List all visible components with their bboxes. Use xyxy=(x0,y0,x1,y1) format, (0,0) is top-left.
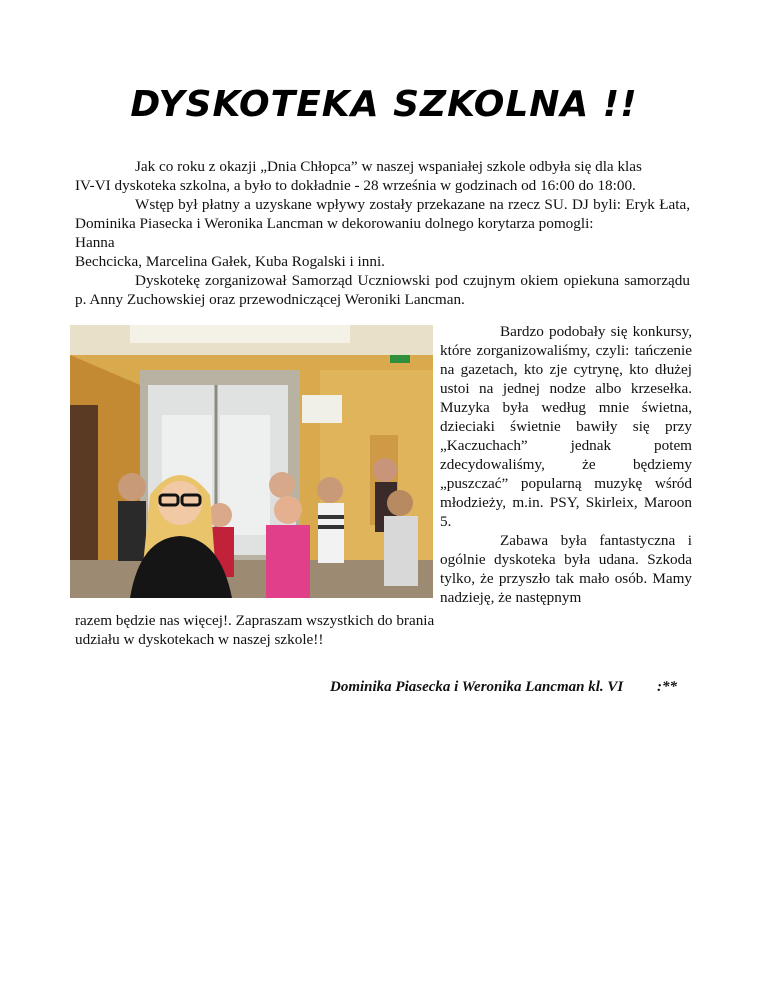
intro-line-3: Wstęp był płatny a uzyskane wpływy zostały przekazane na rzecz SU. DJ byli: Eryk Łata, Dominika Piasecka i Weronika Lancman w dekorowaniu dolnego korytarza pomogli: xyxy=(75,196,690,232)
intro-line-6: Dyskotekę zorganizował Samorząd Uczniowski pod czujnym okiem opiekuna samorządu p. Anny Zuchowskiej oraz przewodniczącej Weroniki Lancman. xyxy=(75,272,690,308)
intro-line-5: Bechcicka, Marcelina Gałek, Kuba Rogalski i inni. xyxy=(75,253,385,270)
intro-section xyxy=(75,157,690,309)
closing-line-2: udziału w dyskotekach w naszej szkole!! xyxy=(75,631,324,648)
intro-line-4: Hanna xyxy=(75,234,115,251)
photo-illustration xyxy=(70,325,433,598)
side-paragraph-2: Zabawa była fantastyczna i ogólnie dyskoteka była udana. Szkoda tylko, że przyszło tak mało osób. Mamy nadzieję, że następnym xyxy=(440,532,692,606)
school-disco-photo xyxy=(70,325,433,598)
page-title: DYSKOTEKA SZKOLNA !! xyxy=(130,84,638,125)
signature-authors: Dominika Piasecka i Weronika Lancman kl. VI xyxy=(330,679,624,695)
closing-line-1: razem będzie nas więcej!. Zapraszam wszystkich do brania xyxy=(75,612,435,629)
side-paragraph-1: Bardzo podobały się konkursy, które zorganizowaliśmy, czyli: tańczenie na gazetach, kto zje cytrynę, kto dłużej ustoi na jednej nodze albo krzesełka. Muzyka była według mnie świetna, dzieciaki świetnie bawiły się przy „Kaczuchach” jednak potem zdecydowaliśmy, że będziemy „puszczać” popularną muzykę wśród młodzieży, m.in. PSY, Skirleix, Maroon 5. xyxy=(440,323,692,530)
intro-line-1: Jak co roku z okazji „Dnia Chłopca” w naszej wspaniałej szkole odbyła się dla klas xyxy=(135,158,642,175)
signature-emoticon: :** xyxy=(657,679,677,695)
closing-text xyxy=(75,611,475,649)
side-column xyxy=(440,322,692,607)
intro-line-2: IV-VI dyskoteka szkolna, a było to dokładnie - 28 września w godzinach od 16:00 do 18:00. xyxy=(75,177,636,194)
